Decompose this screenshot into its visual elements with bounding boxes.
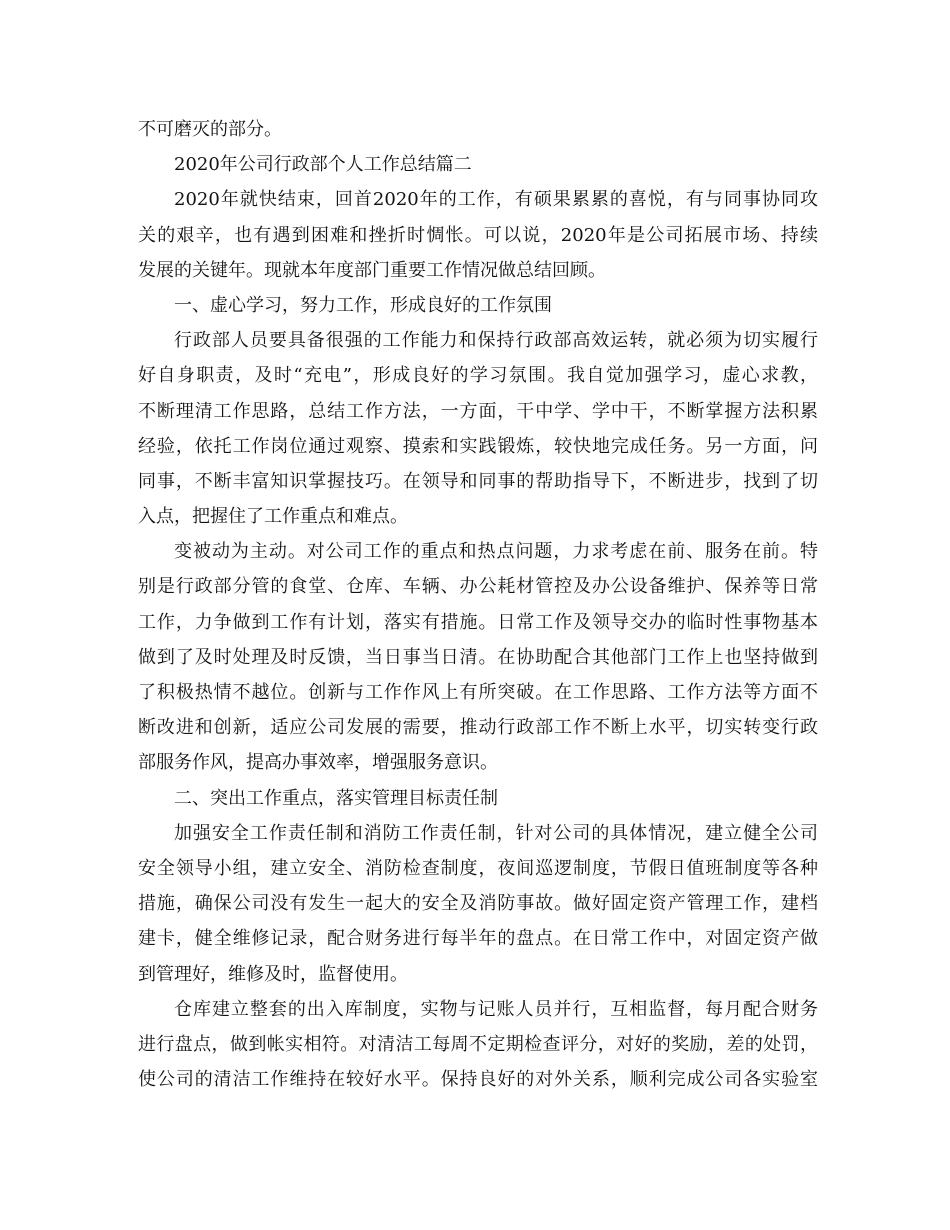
- section-heading: 二、突出工作重点，落实管理目标责任制: [174, 787, 498, 809]
- text-line: 2020年就快结束，回首2020年的工作，有硕果累累的喜悦，有与同事协同攻: [174, 189, 818, 211]
- text-line: 入点，把握住了工作重点和难点。: [138, 506, 408, 528]
- text-line: 关的艰辛，也有遇到困难和挫折时惆怅。可以说，2020年是公司拓展市场、持续: [138, 224, 818, 246]
- text-line: 进行盘点，做到帐实相符。对清洁工每周不定期检查评分，对好的奖励，差的处罚，: [138, 1033, 818, 1055]
- text-line: 别是行政部分管的食堂、仓库、车辆、办公耗材管控及办公设备维护、保养等日常: [138, 576, 818, 598]
- text-line: 发展的关键年。现就本年度部门重要工作情况做总结回顾。: [138, 259, 606, 281]
- text-line: 经验，依托工作岗位通过观察、摸索和实践锻炼，较快地完成任务。另一方面，问: [138, 435, 818, 457]
- text-line: 使公司的清洁工作维持在较好水平。保持良好的对外关系，顺利完成公司各实验室: [138, 1069, 818, 1091]
- text-line: 不可磨灭的部分。: [138, 119, 282, 140]
- text-line: 同事，不断丰富知识掌握技巧。在领导和同事的帮助指导下，不断进步，找到了切: [138, 470, 818, 492]
- text-line: 断改进和创新，适应公司发展的需要，推动行政部工作不断上水平，切实转变行政: [138, 717, 818, 739]
- section-heading: 一、虚心学习，努力工作，形成良好的工作氛围: [174, 294, 552, 316]
- text-line: 到管理好，维修及时，监督使用。: [138, 963, 408, 985]
- text-line: 安全领导小组，建立安全、消防检查制度，夜间巡逻制度，节假日值班制度等各种: [138, 857, 818, 879]
- text-line: 部服务作风，提高办事效率，增强服务意识。: [138, 752, 498, 774]
- text-line: 变被动为主动。对公司工作的重点和热点问题，力求考虑在前、服务在前。特: [174, 541, 818, 563]
- text-line: 行政部人员要具备很强的工作能力和保持行政部高效运转，就必须为切实履行: [174, 330, 818, 352]
- text-line: 加强安全工作责任制和消防工作责任制，针对公司的具体情况，建立健全公司: [174, 822, 818, 844]
- text-line: 做到了及时处理及时反馈，当日事当日清。在协助配合其他部门工作上也坚持做到: [138, 646, 818, 668]
- text-line: 不断理清工作思路，总结工作方法，一方面，干中学、学中干，不断掌握方法积累: [138, 400, 818, 422]
- document-body: [138, 112, 818, 1097]
- text-line: 仓库建立整套的出入库制度，实物与记账人员并行，互相监督，每月配合财务: [174, 998, 818, 1020]
- text-line: 好自身职责，及时“充电”，形成良好的学习氛围。我自觉加强学习，虚心求教，: [138, 365, 818, 387]
- text-line: 了积极热情不越位。创新与工作作风上有所突破。在工作思路、工作方法等方面不: [138, 682, 818, 703]
- text-line: 措施，确保公司没有发生一起大的安全及消防事故。做好固定资产管理工作，建档: [138, 893, 818, 915]
- text-line: 建卡，健全维修记录，配合财务进行每半年的盘点。在日常工作中，对固定资产做: [138, 928, 818, 950]
- section-title: 2020年公司行政部个人工作总结篇二: [174, 154, 472, 176]
- text-line: 工作，力争做到工作有计划，落实有措施。日常工作及领导交办的临时性事物基本: [138, 611, 818, 633]
